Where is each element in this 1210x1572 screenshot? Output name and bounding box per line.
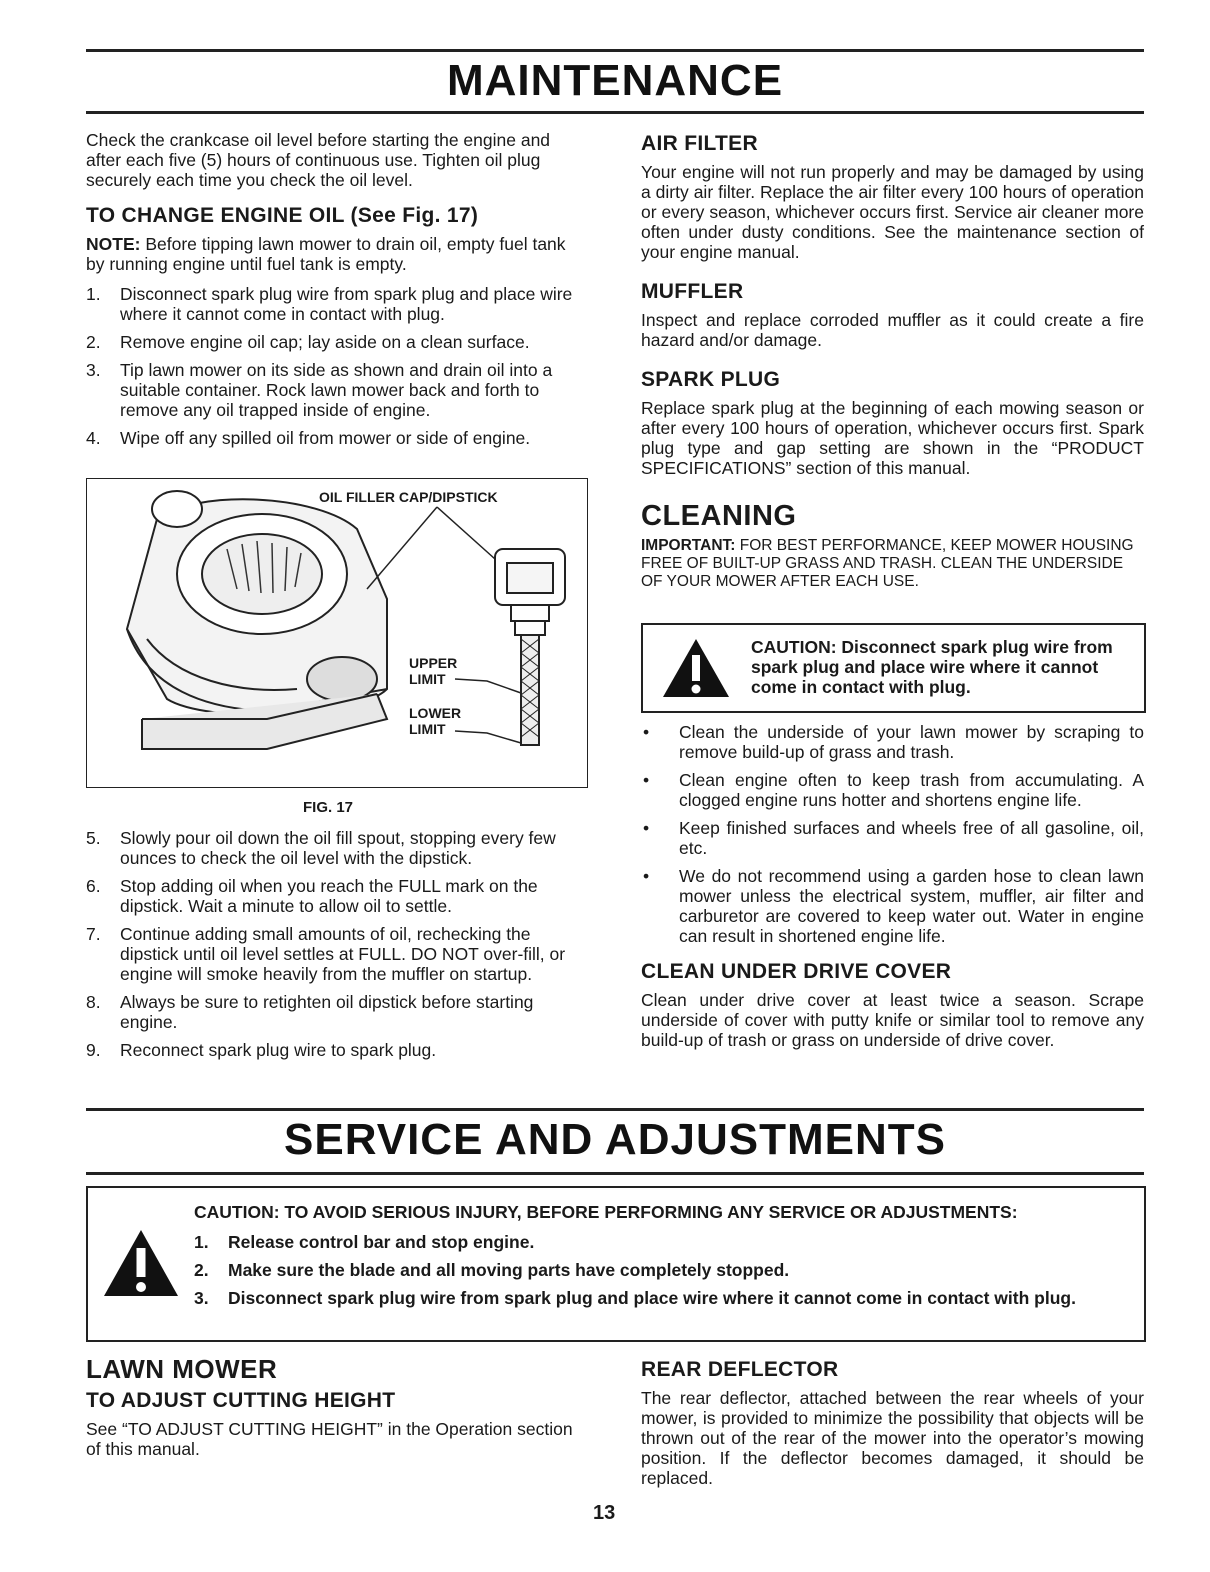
muffler-text: Inspect and replace corroded muffler as it could create a fire hazard and/or damage. xyxy=(641,310,1144,350)
change-oil-note xyxy=(86,234,588,274)
rear-deflector-text: The rear deflector, attached between the rear wheels of your mower, is provided to minimize the possibility that objects will be thrown out of the rear of the mower into the operator’s mowing position. If the deflector becomes damaged, it should be replaced. xyxy=(641,1388,1144,1488)
oil-steps-list-a xyxy=(86,284,588,448)
spark-plug-heading: SPARK PLUG xyxy=(641,368,781,391)
cleaning-caution-box xyxy=(641,623,1146,713)
service-caution-heading: CAUTION: TO AVOID SERIOUS INJURY, BEFORE PERFORMING ANY SERVICE OR ADJUSTMENTS: xyxy=(194,1202,1018,1222)
drive-cover-heading: CLEAN UNDER DRIVE COVER xyxy=(641,960,952,983)
engine-dipstick-illustration xyxy=(87,479,587,787)
service-title: SERVICE AND ADJUSTMENTS xyxy=(284,1115,946,1164)
warning-icon xyxy=(661,637,731,699)
service-top-rule xyxy=(86,1108,1144,1111)
list-item: 4. Wipe off any spilled oil from mower or side of engine. xyxy=(86,428,531,448)
list-item: • We do not recommend using a garden hose to clean lawn mower unless the electrical system, muffler, air filter and carburetor are covered to keep water out. Water in engine can result in shortened engine life. xyxy=(643,866,1144,946)
list-item: • Clean engine often to keep trash from accumulating. A clogged engine runs hotter and shortens engine life. xyxy=(643,770,1144,810)
note-label: NOTE: xyxy=(86,234,141,254)
list-item: 7. Continue adding small amounts of oil, rechecking the dipstick until oil level settles at FULL. DO NOT over-fill, or engine will smoke heavily from the muffler on startup. xyxy=(86,924,566,984)
cutting-height-heading: TO ADJUST CUTTING HEIGHT xyxy=(86,1389,396,1412)
cleaning-heading: CLEANING xyxy=(641,500,797,532)
rear-deflector-column xyxy=(641,1358,1144,1498)
drive-cover-text: Clean under drive cover at least twice a season. Scrape underside of cover with putty knife or similar tool to remove any build-up of trash or grass on underside of drive cover. xyxy=(641,990,1144,1050)
list-item: 5. Slowly pour oil down the oil fill spout, stopping every few ounces to check the oil level with the dipstick. xyxy=(86,828,556,868)
page-number: 13 xyxy=(593,1502,616,1524)
list-item: 8. Always be sure to retighten oil dipstick before starting engine. xyxy=(86,992,534,1032)
cleaning-important xyxy=(641,537,1144,591)
air-filter-heading: AIR FILTER xyxy=(641,132,758,155)
cleaning-bullets-column xyxy=(641,722,1144,1060)
important-text: FOR BEST PERFORMANCE, KEEP MOWER HOUSING FREE OF BUILT-UP GRASS AND TRASH. CLEAN THE UNDERSIDE OF YOUR MOWER AFTER EACH USE. xyxy=(641,537,1134,590)
list-item: 6. Stop adding oil when you reach the FULL mark on the dipstick. Wait a minute to allow oil to settle. xyxy=(86,876,538,916)
list-item: 2. Make sure the blade and all moving parts have completely stopped. xyxy=(194,1260,790,1280)
figure-caption: FIG. 17 xyxy=(303,799,354,816)
maintenance-title-rule xyxy=(86,111,1144,114)
list-item: 1. Disconnect spark plug wire from spark plug and place wire where it cannot come in contact with plug. xyxy=(86,284,573,324)
list-item: 3. Tip lawn mower on its side as shown and drain oil into a suitable container. Rock lawn mower back and forth to remove any oil trapped inside of engine. xyxy=(86,360,553,420)
maintenance-right-column xyxy=(641,132,1144,601)
spark-plug-text: Replace spark plug at the beginning of each mowing season or after every 100 hours of operation, whichever occurs first. Spark plug type and gap setting are shown in the “PRODUCT SPECIFICATIONS” section of this manual. xyxy=(641,398,1144,478)
warning-icon xyxy=(102,1228,180,1298)
oil-steps-continued xyxy=(86,828,588,1068)
cleaning-caution-text: CAUTION: Disconnect spark plug wire from spark plug and place wire where it cannot come in contact with plug. xyxy=(751,637,1113,697)
air-filter-text: Your engine will not run properly and may be damaged by using a dirty air filter. Replace the air filter every 100 hours of operation or every season, whichever occurs first. Service air cleaner more often under dusty conditions. See the maintenance section of your engine manual. xyxy=(641,162,1144,262)
list-item: • Keep finished surfaces and wheels free of all gasoline, oil, etc. xyxy=(643,818,1144,858)
lawn-mower-heading: LAWN MOWER xyxy=(86,1354,278,1384)
top-rule xyxy=(86,49,1144,52)
rear-deflector-heading: REAR DEFLECTOR xyxy=(641,1358,839,1381)
lawn-mower-column xyxy=(86,1354,588,1469)
maintenance-left-column xyxy=(86,130,588,456)
oil-filler-cap-label: OIL FILLER CAP/DIPSTICK xyxy=(319,489,498,505)
upper-limit-label-2: LIMIT xyxy=(409,671,446,687)
oil-steps-list-b xyxy=(86,828,588,1060)
list-item: 3. Disconnect spark plug wire from spark plug and place wire where it cannot come in contact with plug. xyxy=(194,1288,1076,1308)
muffler-heading: MUFFLER xyxy=(641,280,744,303)
cutting-height-text: See “TO ADJUST CUTTING HEIGHT” in the Operation section of this manual. xyxy=(86,1419,573,1459)
lower-limit-label-1: LOWER xyxy=(409,705,462,721)
important-label: IMPORTANT: xyxy=(641,537,736,554)
lower-limit-label-2: LIMIT xyxy=(409,721,446,737)
maintenance-title: MAINTENANCE xyxy=(446,56,784,105)
upper-limit-label-1: UPPER xyxy=(409,655,458,671)
list-item: 2. Remove engine oil cap; lay aside on a clean surface. xyxy=(86,332,530,352)
cleaning-bullets xyxy=(641,722,1144,946)
service-caution-box xyxy=(86,1186,1146,1342)
list-item: 1. Release control bar and stop engine. xyxy=(194,1232,535,1252)
list-item: 9. Reconnect spark plug wire to spark plug. xyxy=(86,1040,437,1060)
service-caution-steps xyxy=(194,1232,1114,1316)
change-oil-heading: TO CHANGE ENGINE OIL (See Fig. 17) xyxy=(86,204,479,227)
note-text: Before tipping lawn mower to drain oil, empty fuel tank by running engine until fuel tank is empty. xyxy=(86,234,566,274)
figure-17 xyxy=(86,478,588,788)
oil-check-intro: Check the crankcase oil level before starting the engine and after each five (5) hours of continuous use. Tighten oil plug securely each time you check the oil level. xyxy=(86,130,551,190)
service-title-rule xyxy=(86,1172,1144,1175)
list-item: • Clean the underside of your lawn mower by scraping to remove build-up of grass and trash. xyxy=(643,722,1144,762)
